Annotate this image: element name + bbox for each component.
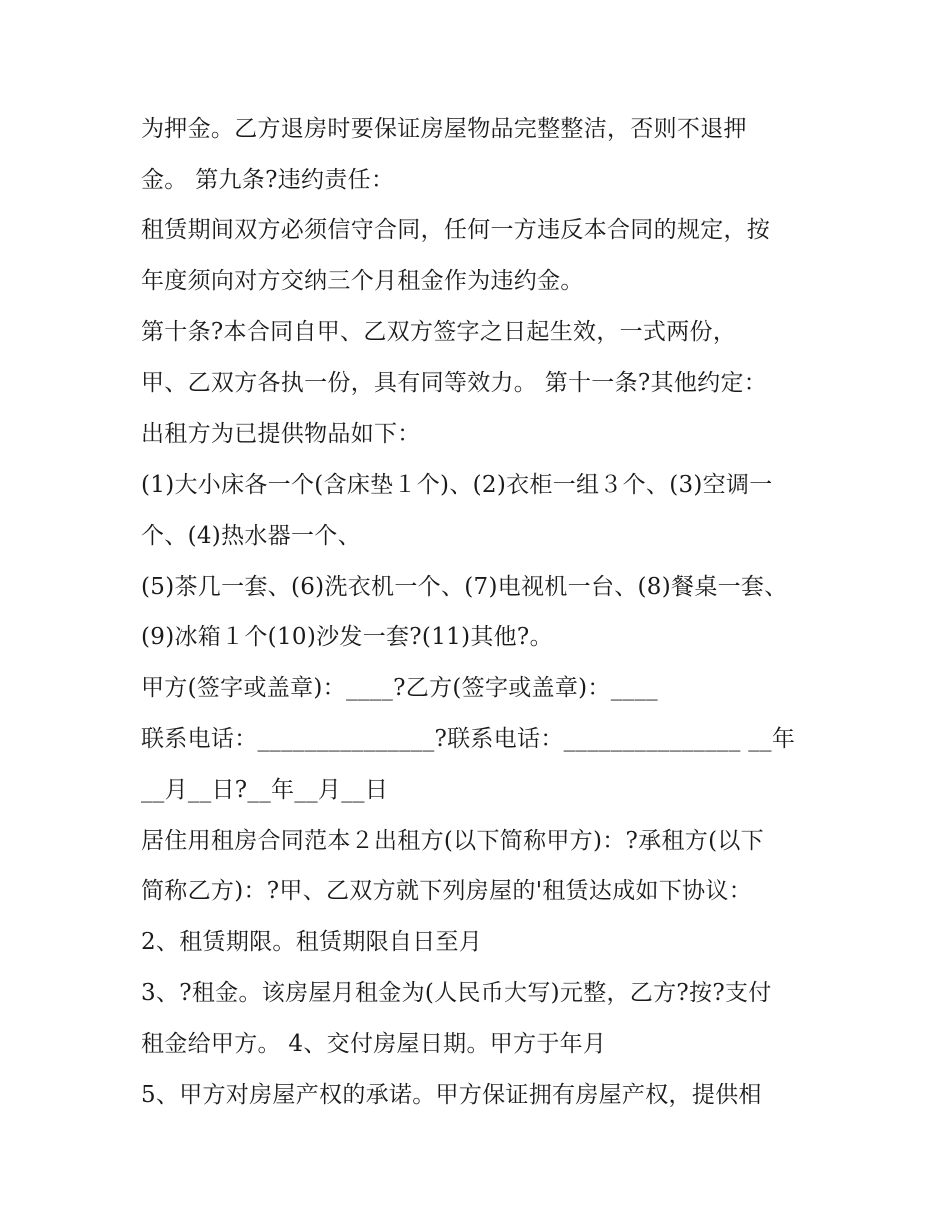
text-line: 第十条?本合同自甲、乙双方签字之日起生效，一式两份， [141, 319, 737, 345]
text-line: 甲、乙双方各执一份，具有同等效力。 第十一条?其他约定： [141, 370, 768, 396]
text-line: 居住用租房合同范本２出租方(以下简称甲方)：?承租方(以下 [141, 828, 764, 854]
text-line: 5、甲方对房屋产权的承诺。甲方保证拥有房屋产权，提供相 [141, 1082, 762, 1108]
text-line: (5)茶几一套、(6)洗衣机一个、(7)电视机一台、(8)餐桌一套、 [141, 574, 788, 600]
text-line: 年度须向对方交纳三个月租金作为违约金。 [141, 268, 584, 294]
text-line: 3、?租金。该房屋月租金为(人民币大写)元整，乙方?按?支付 [141, 980, 772, 1006]
text-line: 金。 第九条?违约责任： [141, 167, 395, 193]
text-line: 为押金。乙方退房时要保证房屋物品完整整洁，否则不退押 [141, 116, 747, 142]
text-line: 甲方(签字或盖章)：____?乙方(签字或盖章)：____ [141, 675, 658, 701]
text-line: 个、(4)热水器一个、 [141, 523, 361, 549]
text-line: 2、租赁期限。租赁期限自日至月 [141, 929, 483, 955]
text-line: 简称乙方)：?甲、乙双方就下列房屋的'租赁达成如下协议： [141, 878, 753, 904]
text-line: 出租方为已提供物品如下： [141, 421, 421, 447]
text-line: __月__日?__年__月__日 [141, 777, 389, 803]
text-line: 联系电话：_______________?联系电话：_______________ __年 [141, 726, 796, 752]
text-line: (1)大小床各一个(含床垫１个)、(2)衣柜一组３个、(3)空调一 [141, 472, 773, 498]
text-line: (9)冰箱１个(10)沙发一套?(11)其他?。 [141, 624, 553, 650]
text-line: 租金给甲方。 4、交付房屋日期。甲方于年月 [141, 1031, 607, 1057]
text-line: 租赁期间双方必须信守合同，任何一方违反本合同的规定，按 [141, 217, 771, 243]
